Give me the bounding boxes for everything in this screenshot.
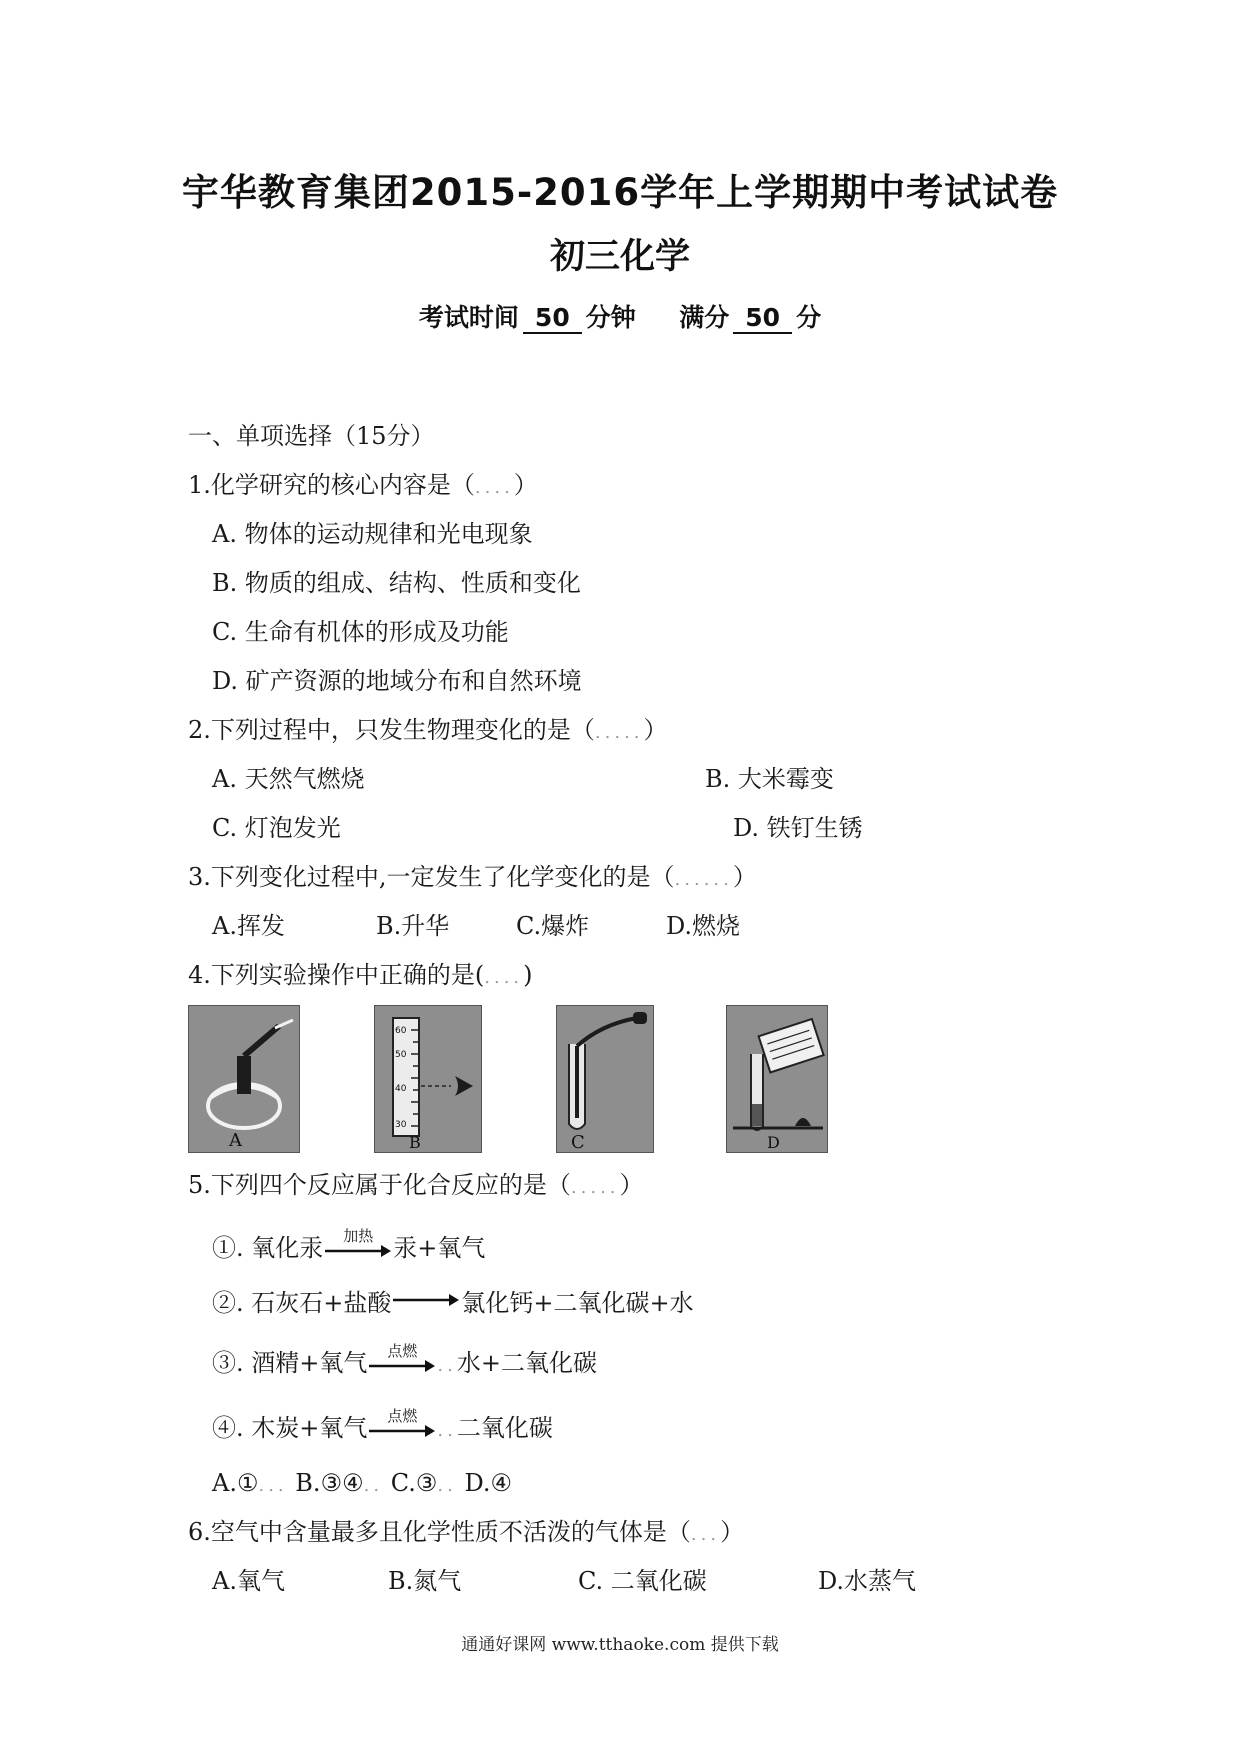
q5-option-d: D.④ [464, 1469, 512, 1497]
exam-info [0, 298, 1240, 334]
q2-option-b: B. 大米霉变 [705, 765, 834, 793]
image-label-b: B [409, 1133, 421, 1152]
reaction-4: ④. 木炭+氧气 点燃 ..二氧化碳 [212, 1413, 553, 1446]
q2-option-c: C. 灯泡发光 [212, 814, 341, 842]
question-1-stem: 1.化学研究的核心内容是（....） [188, 471, 538, 499]
question-5-stem: 5.下列四个反应属于化合反应的是（.....） [188, 1171, 644, 1199]
time-label: 考试时间 [418, 303, 519, 332]
q6-option-b: B.氮气 [388, 1567, 462, 1595]
reaction-2: ②. 石灰石+盐酸 氯化钙+二氧化碳+水 [212, 1288, 694, 1320]
reaction-arrow: 点燃 [367, 1350, 437, 1380]
option-d-image [726, 1005, 828, 1153]
image-label-d: D [767, 1133, 780, 1152]
q3-option-c: C.爆炸 [516, 912, 590, 940]
q2-option-a: A. 天然气燃烧 [212, 765, 365, 793]
q5-option-b: B.③④ [295, 1469, 364, 1497]
q6-option-d: D.水蒸气 [818, 1567, 917, 1595]
image-label-c: C [571, 1132, 585, 1152]
q3-option-d: D.燃烧 [666, 912, 741, 940]
q5-option-c: C.③ [390, 1469, 438, 1497]
tick-50: 50 [395, 1050, 407, 1060]
time-value: 50 [523, 304, 582, 334]
q1-option-a: A. 物体的运动规律和光电现象 [212, 520, 533, 548]
section-heading: 一、单项选择（15分） [188, 422, 435, 450]
question-3-stem: 3.下列变化过程中,一定发生了化学变化的是（......） [188, 863, 757, 891]
score-value: 50 [733, 304, 792, 334]
question-2-stem: 2.下列过程中，只发生物理变化的是（.....） [188, 716, 668, 744]
q5-options: A.①... B.③④.. C.③.. D.④ [212, 1469, 512, 1497]
image-label-a: A [229, 1130, 242, 1151]
q1-option-c: C. 生命有机体的形成及功能 [212, 618, 509, 646]
pouring-liquid-icon [727, 1006, 827, 1152]
q3-option-b: B.升华 [376, 912, 450, 940]
q3-option-a: A.挥发 [212, 912, 285, 940]
tick-30: 30 [395, 1120, 407, 1130]
option-b-image [374, 1005, 482, 1153]
q2-option-d: D. 铁钉生锈 [733, 814, 863, 842]
exam-title: 宇华教育集团2015-2016学年上学期期中考试试卷 [181, 171, 1059, 214]
option-c-image [556, 1005, 654, 1153]
reaction-1: ①. 氧化汞 加热 汞+氧气 [212, 1233, 485, 1265]
q6-option-c: C. 二氧化碳 [578, 1567, 707, 1595]
footer-source: 通通好课网 www.tthaoke.com 提供下载 [461, 1635, 779, 1655]
score-unit: 分 [796, 303, 822, 332]
q1-option-b: B. 物质的组成、结构、性质和变化 [212, 569, 581, 597]
graduated-cylinder-icon [375, 1006, 481, 1152]
time-unit: 分钟 [585, 303, 636, 332]
reaction-3: ③. 酒精+氧气 点燃 ..水+二氧化碳 [212, 1348, 597, 1381]
reaction-arrow [391, 1290, 461, 1320]
dropper-test-tube-icon [557, 1006, 653, 1152]
subject-title: 初三化学 [549, 237, 690, 277]
tick-60: 60 [395, 1026, 407, 1036]
q5-option-a: A.① [212, 1469, 259, 1497]
alcohol-lamp-icon [189, 1006, 299, 1152]
q6-option-a: A.氧气 [212, 1567, 285, 1595]
reaction-arrow: 加热 [323, 1235, 393, 1265]
tick-40: 40 [395, 1084, 407, 1094]
reaction-arrow: 点燃 [367, 1415, 437, 1445]
question-6-stem: 6.空气中含量最多且化学性质不活泼的气体是（...） [188, 1518, 745, 1546]
score-label: 满分 [679, 303, 730, 332]
q1-option-d: D. 矿产资源的地域分布和自然环境 [212, 667, 582, 695]
option-a-image [188, 1005, 300, 1153]
question-4-stem: 4.下列实验操作中正确的是(....) [188, 961, 533, 989]
